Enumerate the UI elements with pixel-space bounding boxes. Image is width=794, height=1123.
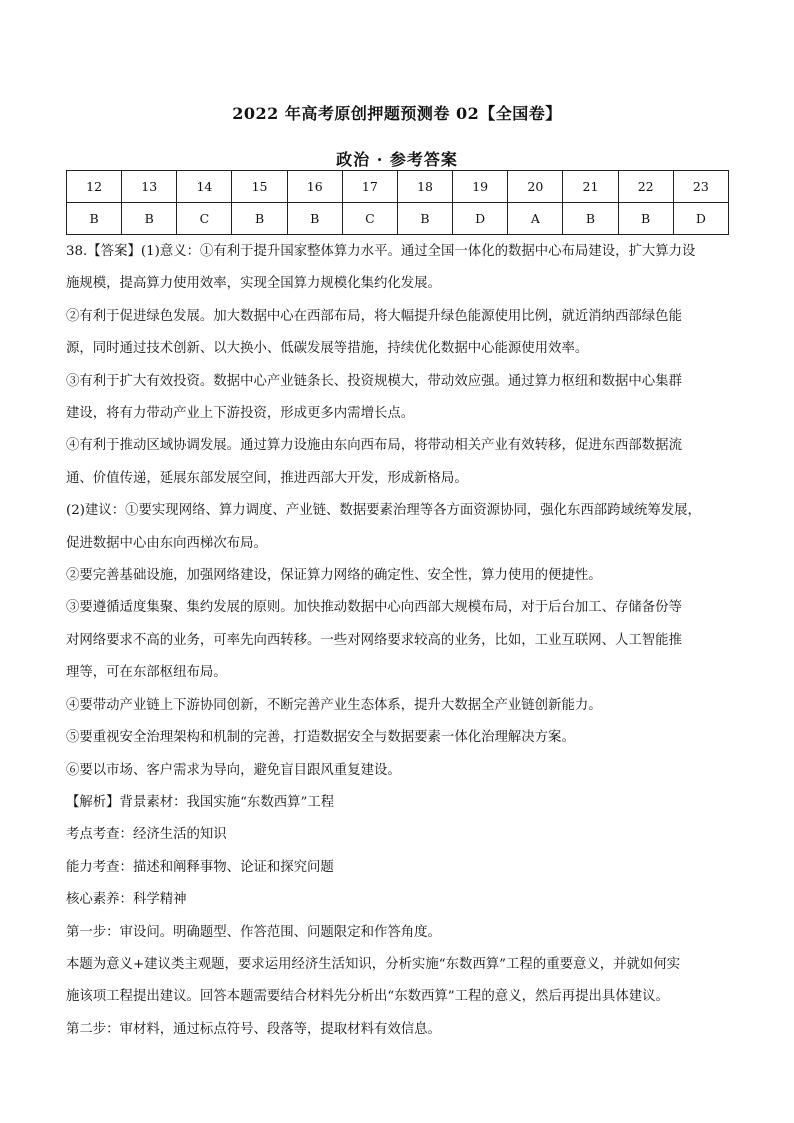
answer-cell: B bbox=[287, 203, 342, 235]
answer-cell: D bbox=[673, 203, 728, 235]
answer-cell: A bbox=[508, 203, 563, 235]
question-number-cell: 18 bbox=[397, 171, 452, 203]
text-line: ④要带动产业链上下游协同创新，不断完善产业生态体系，提升大数据全产业链创新能力。 bbox=[66, 697, 602, 713]
question-number-cell: 16 bbox=[287, 171, 342, 203]
text-line: ⑥要以市场、客户需求为导向，避免盲目跟风重复建设。 bbox=[66, 762, 401, 778]
text-line: 第二步：审材料，通过标点符号、段落等，提取材料有效信息。 bbox=[66, 1021, 441, 1037]
text-line: ③要遵循适度集聚、集约发展的原则。加快推动数据中心向西部大规模布局，对于后台加工、存储备份等 bbox=[66, 600, 682, 616]
question-number-cell: 17 bbox=[342, 171, 397, 203]
answer-table bbox=[66, 170, 729, 235]
answer-cell: B bbox=[67, 203, 122, 235]
question-number-cell: 22 bbox=[618, 171, 673, 203]
answer-cell: B bbox=[122, 203, 177, 235]
text-line: 对网络要求不高的业务，可率先向西转移。一些对网络要求较高的业务，比如，工业互联网、人工智能推 bbox=[66, 632, 682, 648]
question-number-cell: 23 bbox=[673, 171, 728, 203]
text-line: 第一步：审设问。明确题型、作答范围、问题限定和作答角度。 bbox=[66, 924, 441, 940]
suggestion-intro-line: (2)建议：①要实现网络、算力调度、产业链、数据要素治理等各方面资源协同，强化东西部跨域统筹发展， bbox=[66, 503, 701, 519]
answer-cell: B bbox=[397, 203, 452, 235]
text-line: 建设，将有力带动产业上下游投资，形成更多内需增长点。 bbox=[66, 406, 415, 422]
text-line: 促进数据中心由东向西梯次布局。 bbox=[66, 535, 267, 551]
answer-intro-line: 38.【答案】(1)意义：①有利于提升国家整体算力水平。通过全国一体化的数据中心布局建设，扩大算力设 bbox=[66, 244, 696, 259]
question-number-cell: 20 bbox=[508, 171, 563, 203]
document-subtitle: 政治 · 参考答案 bbox=[336, 150, 458, 169]
text-line: 本题为意义+建议类主观题，要求运用经济生活知识，分析实施“东数西算”工程的重要意义，并就如何实 bbox=[66, 956, 681, 972]
answer-cell: B bbox=[618, 203, 673, 235]
text-line: ②有利于促进绿色发展。加大数据中心在西部布局，将大幅提升绿色能源使用比例，就近消纳西部绿色能 bbox=[66, 308, 682, 324]
question-number-cell: 15 bbox=[232, 171, 287, 203]
answer-body bbox=[66, 236, 730, 1046]
question-number-cell: 14 bbox=[177, 171, 232, 203]
text-line: 理等，可在东部枢纽布局。 bbox=[66, 665, 227, 681]
answer-cell: B bbox=[563, 203, 618, 235]
text-line: 施该项工程提出建议。回答本题需要结合材料先分析出“东数西算”工程的意义，然后再提出具体建议。 bbox=[66, 989, 669, 1005]
answer-cell: D bbox=[453, 203, 508, 235]
analysis-heading-line: 【解析】背景素材：我国实施“东数西算”工程 bbox=[66, 794, 335, 810]
answer-cell: B bbox=[232, 203, 287, 235]
text-line: 考点考查：经济生活的知识 bbox=[66, 827, 227, 843]
text-line: ③有利于扩大有效投资。数据中心产业链条长、投资规模大，带动效应强。通过算力枢纽和数据中心集群 bbox=[66, 373, 682, 389]
answer-row bbox=[67, 203, 729, 235]
question-number-cell: 13 bbox=[122, 171, 177, 203]
text-line: ②要完善基础设施，加强网络建设，保证算力网络的确定性、安全性，算力使用的便捷性。 bbox=[66, 568, 602, 584]
answer-cell: C bbox=[342, 203, 397, 235]
document-title: 2022 年高考原创押题预测卷 02【全国卷】 bbox=[232, 104, 562, 123]
question-number-cell: 21 bbox=[563, 171, 618, 203]
question-number-cell: 19 bbox=[453, 171, 508, 203]
text-line: 源，同时通过技术创新、以大换小、低碳发展等措施，持续优化数据中心能源使用效率。 bbox=[66, 341, 589, 357]
text-line: ⑤要重视安全治理架构和机制的完善，打造数据安全与数据要素一体化治理解决方案。 bbox=[66, 730, 575, 746]
text-line: 施规模，提高算力使用效率，实现全国算力规模化集约化发展。 bbox=[66, 276, 441, 292]
text-line: ④有利于推动区域协调发展。通过算力设施由东向西布局，将带动相关产业有效转移，促进东西部数据流 bbox=[66, 438, 682, 454]
text-line: 通、价值传递，延展东部发展空间，推进西部大开发，形成新格局。 bbox=[66, 470, 468, 486]
answer-cell: C bbox=[177, 203, 232, 235]
question-number-row bbox=[67, 171, 729, 203]
question-number-cell: 12 bbox=[67, 171, 122, 203]
text-line: 核心素养：科学精神 bbox=[66, 892, 187, 908]
text-line: 能力考查：描述和阐释事物、论证和探究问题 bbox=[66, 859, 334, 875]
